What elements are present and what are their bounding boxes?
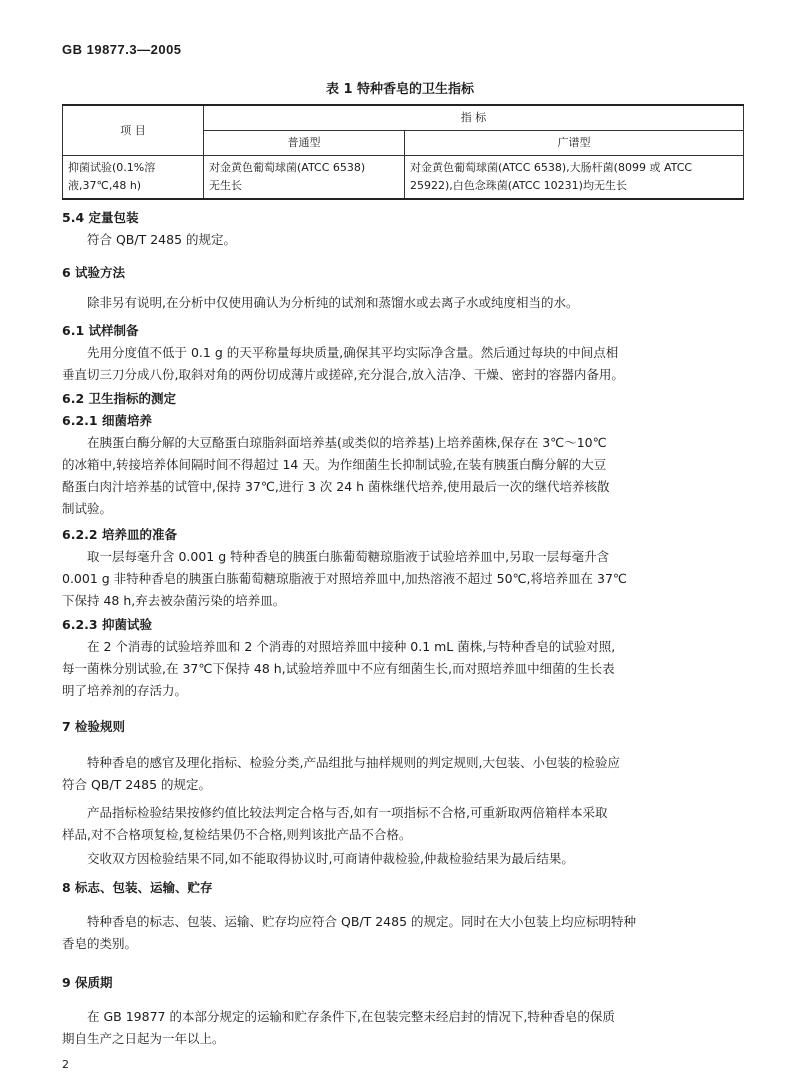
paragraph-line: 制试验。 [62, 501, 113, 516]
paragraph-line: 垂直切三刀分成八份,取斜对角的两份切成薄片或搓碎,充分混合,放入洁净、干燥、密封的容器内备用。 [62, 367, 624, 382]
table-header-ordinary: 普通型 [204, 131, 405, 156]
cell-line: 无生长 [209, 179, 242, 192]
paragraph-line: 在 2 个消毒的试验培养皿和 2 个消毒的对照培养皿中接种 0.1 mL 菌株,与特种香皂的试验对照, [87, 639, 616, 654]
paragraph-line: 下保持 48 h,弃去被杂菌污染的培养皿。 [62, 593, 286, 608]
table-title: 表 1 特种香皂的卫生指标 [325, 82, 475, 97]
hygiene-index-table [62, 104, 744, 200]
cell-line: 对金黄色葡萄球菌(ATCC 6538) [209, 161, 366, 174]
paragraph-line: 先用分度值不低于 0.1 g 的天平称量每块质量,确保其平均实际净含量。然后通过每块的中间点相 [87, 345, 619, 360]
row-label-line: 液,37℃,48 h) [68, 179, 142, 192]
paragraph-line: 特种香皂的标志、包装、运输、贮存均应符合 QB/T 2485 的规定。同时在大小包装上均应标明特种 [87, 914, 636, 929]
table-cell-ordinary [204, 156, 405, 200]
section-heading: 8 标志、包装、运输、贮存 [62, 880, 213, 895]
table-row [63, 156, 744, 200]
paragraph-line: 的冰箱中,转接培养体间隔时间不得超过 14 天。为作细菌生长抑制试验,在装有胰蛋白酶分解的大豆 [62, 457, 607, 472]
paragraph-line: 每一菌株分别试验,在 37℃下保持 48 h,试验培养皿中不应有细菌生长,而对照培养皿中细菌的生长表 [62, 661, 615, 676]
paragraph-line: 样品,对不合格项复检,复检结果仍不合格,则判该批产品不合格。 [62, 827, 412, 842]
section-5-4 [62, 207, 744, 251]
row-label-line: 抑菌试验(0.1%溶 [68, 161, 156, 174]
section-6-2-2 [62, 524, 744, 612]
section-6-1 [62, 320, 744, 386]
paragraph-line: 特种香皂的感官及理化指标、检验分类,产品组批与抽样规则的判定规则,大包装、小包装的检验应 [87, 755, 620, 770]
paragraph: 交收双方因检验结果不同,如不能取得协议时,可商请仲裁检验,仲裁检验结果为最后结果。 [87, 851, 574, 866]
section-6-2 [62, 388, 744, 410]
section-heading: 6.2.3 抑菌试验 [62, 617, 152, 632]
standard-code: GB 19877.3—2005 [62, 42, 182, 57]
section-heading: 6 试验方法 [62, 265, 126, 280]
paragraph-line: 在 GB 19877 的本部分规定的运输和贮存条件下,在包装完整未经启封的情况下,特种香皂的保质 [87, 1009, 615, 1024]
paragraph-line: 产品指标检验结果按修约值比较法判定合格与否,如有一项指标不合格,可重新取两倍箱样本采取 [87, 805, 608, 820]
section-heading: 7 检验规则 [62, 719, 126, 734]
paragraph-line: 期自生产之日起为一年以上。 [62, 1031, 225, 1046]
table-header-broad: 广谱型 [405, 131, 744, 156]
section-heading: 9 保质期 [62, 975, 113, 990]
section-heading: 6.2 卫生指标的测定 [62, 391, 176, 406]
paragraph-line: 香皂的类别。 [62, 936, 138, 951]
paragraph-line: 0.001 g 非特种香皂的胰蛋白胨葡萄糖琼脂液于对照培养皿中,加热溶液不超过 50℃,将培养皿在 37℃ [62, 571, 627, 586]
table-cell-item [63, 156, 204, 200]
paragraph-line: 酪蛋白肉汁培养基的试管中,保持 37℃,进行 3 次 24 h 菌株继代培养,使用最后一次的继代培养核散 [62, 479, 610, 494]
paragraph-line: 明了培养剂的存活力。 [62, 683, 188, 698]
section-heading: 6.2.1 细菌培养 [62, 413, 152, 428]
table-header-index: 指 标 [204, 105, 744, 131]
section-heading: 6.1 试样制备 [62, 323, 139, 338]
table-header-item: 项 目 [63, 105, 204, 156]
section-6-2-3 [62, 614, 744, 702]
page-number: 2 [62, 1058, 69, 1071]
section-9 [62, 972, 744, 1050]
section-heading: 5.4 定量包装 [62, 210, 139, 225]
section-8 [62, 877, 744, 955]
paragraph: 符合 QB/T 2485 的规定。 [87, 232, 236, 247]
cell-line: 对金黄色葡萄球菌(ATCC 6538),大肠杆菌(8099 或 ATCC [410, 161, 693, 174]
section-7 [62, 716, 744, 870]
section-6-2-1 [62, 410, 744, 520]
cell-line: 25922),白色念珠菌(ATCC 10231)均无生长 [410, 179, 627, 192]
section-6 [62, 262, 744, 314]
section-heading: 6.2.2 培养皿的准备 [62, 527, 177, 542]
table-cell-broad [405, 156, 744, 200]
paragraph-line: 在胰蛋白酶分解的大豆酪蛋白琼脂斜面培养基(或类似的培养基)上培养菌株,保存在 3℃～10℃ [87, 435, 607, 450]
paragraph-line: 符合 QB/T 2485 的规定。 [62, 777, 211, 792]
paragraph-line: 取一层每毫升含 0.001 g 特种香皂的胰蛋白胨葡萄糖琼脂液于试验培养皿中,另取一层每毫升含 [87, 549, 610, 564]
paragraph: 除非另有说明,在分析中仅使用确认为分析纯的试剂和蒸馏水或去离子水或纯度相当的水。 [87, 295, 579, 310]
